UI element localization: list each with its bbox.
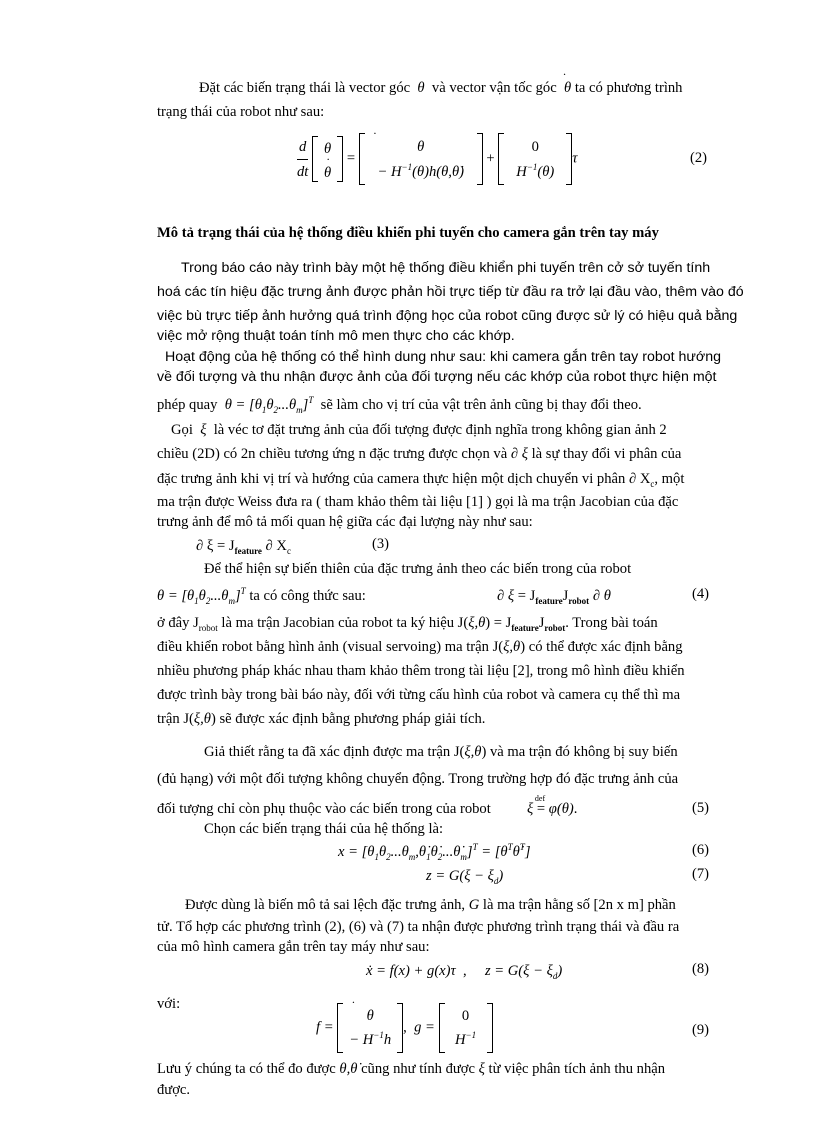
theta-dot-symbol: ˙ θ [560, 76, 571, 100]
intro-line-1: Đặt các biến trạng thái là vector góc θ và vector vận tốc góc ˙ θ ta có phương trình [199, 76, 682, 100]
equation-4: ∂ $\xi = J_{feature}J_{robot}$ ∂ θ [497, 588, 611, 606]
para3-line-5: trưng ảnh để mô tả mối quan hệ giữa các đại lượng này như sau: [157, 514, 533, 530]
voi-label: với: [157, 996, 181, 1012]
intro-line-2: trạng thái của robot như sau: [157, 104, 325, 120]
para4-line-1: Để thể hiện sự biến thiên của đặc trưng ảnh theo các biến trong của robot [204, 561, 632, 577]
para9-line-1: Lưu ý chúng ta có thể đo được θ,θ̇ cũng như tính được ξ từ việc phân tích ảnh thu nhận [157, 1061, 666, 1077]
para2-line-3: phép quay $\theta = [\theta_1\theta_2...\theta_m]^T$ sẽ làm cho vị trí của vật trên ảnh cũng bị thay đổi theo. [157, 395, 642, 415]
para3-line-1: Gọi ξ là véc tơ đặt trưng ảnh của đối tượng được định nghĩa trong không gian ảnh 2 [171, 422, 667, 438]
para8-line-2: tử. Tổ hợp các phương trình (2), (6) và (7) ta nhận được phương trình trạng thái và đầu ra [157, 919, 680, 935]
para5-line-3: nhiều phương pháp khác nhau tham khảo thêm trong tài liệu [2], trong mô hình điều khiển [157, 663, 685, 679]
equation-6: $x = [\theta_1\theta_2...\theta_m,\thetȧ_1\thetȧ_2...\thetȧ_m]^T$ = $[\theta^T\thetȧ^T]$ [338, 842, 531, 862]
para6-line-1: Giả thiết rằng ta đã xác định được ma trận J(ξ,θ) và ma trận đó không bị suy biến [204, 744, 678, 760]
para5-line-2: điều khiển robot bằng hình ảnh (visual servoing) ma trận J(ξ,θ) có thể được xác định bằng [157, 639, 683, 655]
equation-7: $z = G(\xi - \xi_d)$ [426, 868, 504, 886]
para1-line-4: việc mở rộng thuật toán tính mô men thực cho các khớp. [157, 328, 515, 344]
equation-9: f = ˙ θ − $H^{-1}h$ , g = 0 $H^{-1}$ [316, 1003, 493, 1053]
para5-line-1: ở đây $J_{robot}$ là ma trận Jacobian của robot ta ký hiệu $J(\xi,\theta) = J_{feature}J_{robot}$. Trong bài toán [157, 615, 658, 633]
para8-line-3: của mô hình camera gắn trên tay máy như sau: [157, 939, 430, 955]
para3-line-2: chiều (2D) có 2n chiều tương ứng n đặc trưng được chọn và ∂ ξ là sự thay đổi vi phân của [157, 446, 682, 462]
equation-2: $\frac{d}{dt}$ θ ˙ θ = ˙ θ − $H^{-1}(\theta)h(\theta,\thetȧ)$ + 0 $H^{-1}(\theta)$ τ [297, 133, 578, 185]
equation-6-number: (6) [692, 842, 710, 858]
para6-line-2: (đủ hạng) với một đối tượng không chuyển động. Trong trường hợp đó đặc trưng ảnh của [157, 771, 679, 787]
para2-line-2: về đối tượng và thu nhận được ảnh của đối tượng nếu các khớp của robot thực hiện một [157, 369, 717, 385]
equation-5-number: (5) [692, 800, 710, 816]
equation-5: ξ = def φ(θ). [527, 794, 578, 817]
equation-3: ∂ $\xi = J_{feature}$ ∂ $X_c$ [196, 538, 291, 556]
para5-line-5: trận J(ξ,θ) sẽ được xác định bằng phương pháp giải tích. [157, 711, 486, 727]
para2-line-1: Hoạt động của hệ thống có thể hình dung như sau: khi camera gắn trên tay robot hướng [165, 349, 721, 365]
theta-symbol: θ [413, 80, 429, 96]
equation-8: ẋ = f(x) + g(x)τ , $z = G(\xi - \xi_d)$ [366, 963, 563, 981]
equation-7-number: (7) [692, 866, 710, 882]
para1-line-2: hoá các tín hiệu đặc trưng ảnh được phản hồi trực tiếp từ đầu ra trở lại đầu vào, thêm vào đó [157, 284, 744, 300]
para7-line: Chọn các biến trạng thái của hệ thống là: [204, 821, 444, 837]
equation-9-number: (9) [692, 1022, 710, 1038]
equation-2-number: (2) [690, 150, 708, 166]
para6-line-3: đối tượng chỉ còn phụ thuộc vào các biến trong của robot [157, 801, 491, 817]
equation-8-number: (8) [692, 961, 710, 977]
section-heading: Mô tả trạng thái của hệ thống điều khiển phi tuyến cho camera gắn trên tay máy [157, 225, 659, 241]
para5-line-4: được trình bày trong bài báo này, đối với từng cấu hình của robot và camera cụ thể thì ma [157, 687, 681, 703]
para3-line-4: ma trận được Weiss đưa ra ( tham khảo thêm tài liệu [1] ) gọi là ma trận Jacobian của đặc [157, 494, 679, 510]
para1-line-1: Trong báo cáo này trình bày một hệ thống điều khiển phi tuyến trên cở sở tuyến tính [181, 260, 711, 276]
equation-4-number: (4) [692, 586, 710, 602]
para1-line-3: việc bù trực tiếp ảnh hưởng quá trình động học của robot cũng được sử lý có hiệu quả bằng [157, 308, 738, 324]
equation-3-number: (3) [372, 536, 390, 552]
para3-line-3: đặc trưng ảnh khi vị trí và hướng của camera thực hiện một dịch chuyển vi phân ∂ $X_c$, một [157, 471, 685, 489]
para8-line-1: Được dùng là biến mô tả sai lệch đặc trưng ảnh, G là ma trận hằng số [2n x m] phần [185, 897, 676, 913]
para9-line-2: được. [157, 1082, 191, 1098]
para4-line-2: $\theta = [\theta_1\theta_2...\theta_m]^T$ ta có công thức sau: [157, 586, 366, 606]
